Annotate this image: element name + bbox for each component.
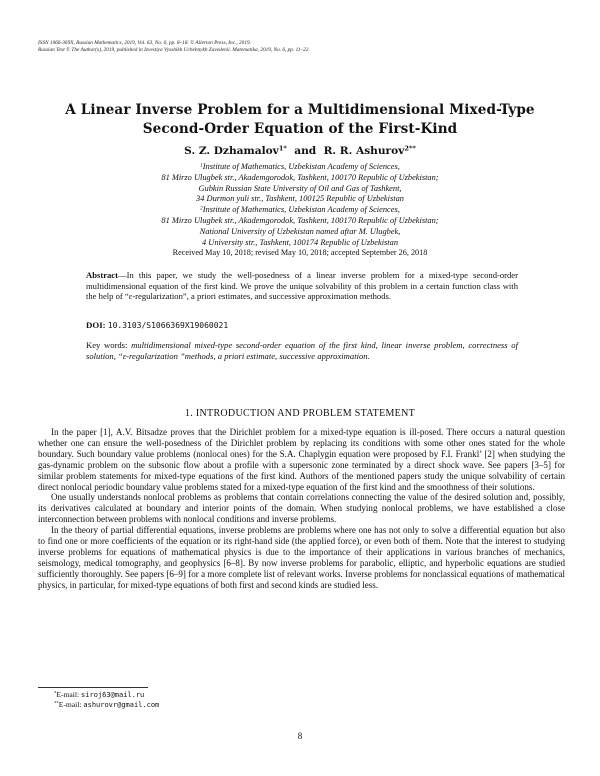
body-paragraph-2: One usually understands nonlocal problems as problems that contain correlations connecting the value of the desired solution and, possibly, its derivatives calculated at boundary and interior points of the domain. When studying nonlocal problems, we have established a close interconnection between problems with nonlocal conditions and inverse problems. (38, 492, 565, 525)
doi-link[interactable]: 10.3103/S1066369X19060021 (107, 321, 229, 330)
affiliation-line-2: 81 Mirzo Ulugbek str., Akademgorodok, Tashkent, 100170 Republic of Uzbekistan; (161, 172, 439, 182)
author-list (40, 144, 560, 158)
abstract-label: Abstract (86, 270, 118, 280)
journal-header-line-1: ISSN 1066-369X, Russian Mathematics, 2019, Vol. 63, No. 6, pp. 8–18. © Allerton Press, Inc., 2019. (38, 40, 251, 46)
body-paragraph-1: In the paper [1], A.V. Bitsadze proves that the Dirichlet problem for a mixed-type equation is ill-posed. There occurs a natural question whether one can ensure the well-posedness of the Dirichlet problem by replacing its conditions with some other ones stated for the whole boundary. Such boundary value problems (nonlocal ones) for the S.A. Chaplygin equation were proposed by F.I. Frankl’ [2] when studying the gas-dynamic problem on the subsonic flow about a profile with a supersonic zone terminated by a direct shock wave. See papers [3–5] for similar problem statements for mixed-type equations of the first kind. Authors of the mentioned papers study the unique solvability of certain direct nonlocal periodic boundary value problems stated for a mixed-type equation of the first kind and the smoothness of their solutions. (38, 427, 565, 492)
paper-title-line-1: A Linear Inverse Problem for a Multidimensional Mixed-Type (65, 102, 535, 118)
keywords-text: multidimensional mixed-type second-order equation of the first kind, linear inverse problem, correctness of solution, “ε-regularization ”methods, a priori estimate, successive approximation. (86, 340, 518, 361)
footnote-1 (54, 690, 354, 700)
journal-header (38, 40, 568, 54)
doi (86, 320, 518, 331)
doi-label: DOI: (86, 320, 106, 330)
abstract-text: —In this paper, we study the well-posedness of a linear inverse problem for a mixed-type second-order multidimensional equation of the first kind. We prove the unique solvability of this problem in a certain function class with the help of “ε-regularization”, a priori estimates, and successive approximation methods. (86, 270, 518, 302)
affiliation-line-7: National University of Uzbekistan named aftar M. Ulugbek, (199, 226, 401, 236)
abstract (86, 270, 518, 302)
journal-header-line-2: Russian Text © The Author(s), 2019, published in Izvestiya Vysshikh Uchebnykh Zavedenii. Matematika, 2019, No. 6, pp. 11–22. (38, 47, 310, 53)
footnote-2-label: E-mail: (58, 700, 84, 709)
paper-title (40, 101, 560, 139)
affiliation-line-5 (40, 205, 560, 216)
footnote-2 (54, 700, 354, 710)
affiliation-line-3: Gubkin Russian State University of Oil and Gas of Tashkent, (198, 183, 402, 193)
author-2-mark: 2** (404, 144, 416, 153)
affiliation-line-8: 4 University str., Tashkent, 100174 Republic of Uzbekistan (201, 237, 399, 247)
footnote-2-email[interactable]: ashurovr@gmail.com (83, 701, 160, 709)
keywords (86, 340, 518, 362)
affiliation-line-1-text: Institute of Mathematics, Uzbekistan Academy of Sciences, (202, 162, 400, 171)
affiliation-line-6: 81 Mirzo Ulugbek str., Akademgorodok, Tashkent, 100170 Republic of Uzbekistan; (161, 215, 439, 225)
footnote-1-label: E-mail: (56, 690, 82, 699)
footnote-1-mark: * (54, 691, 57, 697)
page-number: 8 (297, 731, 303, 741)
affiliation-mark-2: 2 (200, 205, 203, 212)
affiliation-line-5-text: Institute of Mathematics, Uzbekistan Academy of Sciences, (202, 205, 400, 215)
author-2: R. R. Ashurov (323, 145, 405, 157)
author-1-mark: 1* (278, 144, 287, 153)
body-paragraph-3: In the theory of partial differential equations, inverse problems are problems where one has not only to solve a differential equation but also to find one or more coefficients of the equation or its right-hand side (the applied force), or even both of them. Note that the interest to studying inverse problems for equations of mathematical physics is due to the importance of their applications in various branches of mechanics, seismology, medical tomography, and geophysics [6–8]. By now inverse problems for parabolic, elliptic, and hyperbolic equations are studied sufficiently thoroughly. See papers [6–9] for a more complete list of relevant works. Inverse problems for nonclassical equations of mathematical physics, in particular, for mixed-type equations of both first and second kinds are studied less. (38, 525, 565, 590)
affiliation-line-4: 34 Durmon yuli str., Tashkent, 100125 Republic of Uzbekistan (196, 194, 404, 204)
affiliation-line-1 (40, 162, 560, 173)
received-dates: Received May 10, 2018; revised May 10, 2018; accepted September 26, 2018 (172, 248, 428, 257)
section-heading: 1. INTRODUCTION AND PROBLEM STATEMENT (184, 408, 416, 419)
affiliation-mark-1: 1 (200, 162, 203, 169)
footnote-1-email[interactable]: siroj63@mail.ru (81, 691, 145, 699)
body-text (38, 427, 565, 591)
author-1: S. Z. Dzhamalov (184, 145, 279, 157)
author-conjunction: and (294, 145, 317, 157)
affiliations (40, 162, 560, 248)
footnote-2-mark: ** (54, 701, 59, 707)
keywords-label: Key words: (86, 340, 128, 350)
footnote-divider (38, 687, 148, 688)
paper-title-line-2: Second-Order Equation of the First-Kind (142, 121, 458, 137)
